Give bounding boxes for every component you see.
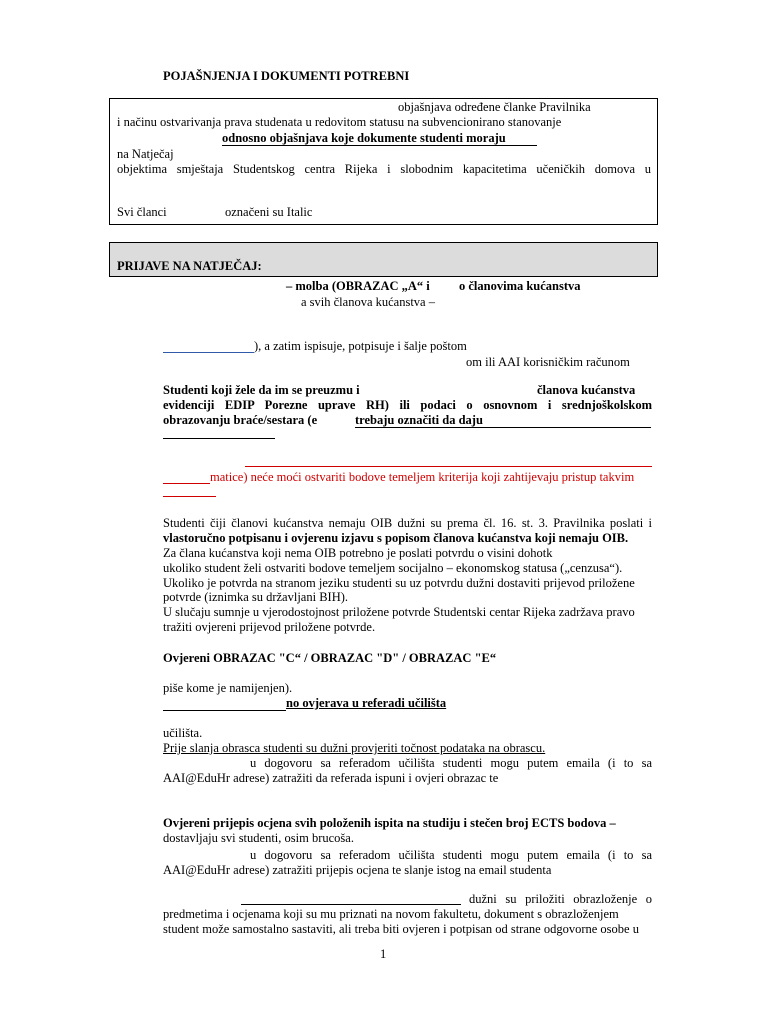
- p3-line-1: matice) neće moći ostvariti bodove temeljem kriterija koji zahtijevaju pristup takvim: [210, 470, 635, 484]
- intro-line-4: na Natječaj: [117, 147, 174, 161]
- p1-line-1b: o članovima kućanstva: [459, 279, 581, 293]
- p5-underline-left: [163, 710, 286, 711]
- p6-line-2: u dogovoru sa referadom učilišta studenti mogu putem emaila (i to sa: [250, 848, 652, 862]
- p3-red-line-left: [163, 483, 210, 484]
- p4-line-7: U slučaju sumnje u vjerodostojnost priložene potvrde Studentski centar Rijeka zadržava pravo: [163, 605, 635, 619]
- p1-line-2: a svih članova kućanstva –: [301, 295, 435, 309]
- p1-line-3: ), a zatim ispisuje, potpisuje i šalje poštom: [254, 339, 467, 353]
- intro-line-6b: označeni su Italic: [225, 205, 313, 219]
- p7-underline: [241, 904, 461, 905]
- p1-line-1a: – molba (OBRAZAC „A“ i: [286, 279, 430, 293]
- p4-line-6: potvrde (iznimka su državljani BIH).: [163, 590, 349, 604]
- p4-line-4: ukoliko student želi ostvariti bodove temeljem socijalno – ekonomskog statusa („cenzusa“).: [163, 561, 623, 575]
- p4-line-1: Studenti čiji članovi kućanstva nemaju OIB dužni su prema čl. 16. st. 3. Pravilnika poslati i: [163, 516, 652, 530]
- p3-red-line-top: [245, 466, 652, 467]
- p6-line-3: AAI@EduHr adrese) zatražiti prijepis ocjena te slanje istog na email studenta: [163, 863, 552, 877]
- p4-line-8: tražiti ovjereni prijevod priložene potvrde.: [163, 620, 376, 634]
- p4-line-3: Za člana kućanstva koji nema OIB potrebno je poslati potvrdu o visini dohotk: [163, 546, 553, 560]
- p7-line-3: student može samostalno sastaviti, ali treba biti ovjeren i potpisan od strane odgovorne osobe u: [163, 922, 639, 936]
- p6-title: Ovjereni prijepis ocjena svih položenih ispita na studiju i stečen broj ECTS bodova –: [163, 816, 616, 830]
- p2-underline-2: [163, 438, 275, 439]
- p1-line-4: om ili AAI korisničkim računom: [466, 355, 630, 369]
- p5-line-6: AAI@EduHr adrese) zatražiti da referada ispuni i ovjeri obrazac te: [163, 771, 499, 785]
- p5-line-2: no ovjerava u referadi učilišta: [286, 696, 447, 710]
- intro-underline: [222, 145, 537, 146]
- intro-line-6a: Svi članci: [117, 205, 167, 219]
- p5-line-3: učilišta.: [163, 726, 203, 740]
- p7-line-2: predmetima i ocjenama koji su mu priznati na novom fakultetu, dokument s obrazloženjem: [163, 907, 619, 921]
- p5-line-1: piše kome je namijenjen).: [163, 681, 293, 695]
- page-heading: POJAŠNJENJA I DOKUMENTI POTREBNI: [163, 69, 410, 83]
- intro-line-5: objektima smještaja Studentskog centra Rijeka i slobodnim kapacitetima učeničkih domova u: [117, 162, 651, 176]
- p5-line-4: Prije slanja obrasca studenti su dužni provjeriti točnost podataka na obrascu.: [163, 741, 546, 755]
- p2-line-1b: članova kućanstva: [537, 383, 636, 397]
- p5-title: Ovjereni OBRAZAC "C“ / OBRAZAC "D" / OBRAZAC "E“: [163, 651, 497, 665]
- p2-line-2: evidenciji EDIP Porezne uprave RH) ili podaci o osnovnom i srednjoškolskom: [163, 398, 652, 412]
- p4-line-2: vlastoručno potpisanu i ovjerenu izjavu s popisom članova kućanstva koji nemaju OIB.: [163, 531, 629, 545]
- page-number: 1: [380, 947, 387, 961]
- p3-red-line-bottom: [163, 496, 216, 497]
- p4-line-5: Ukoliko je potvrda na stranom jeziku studenti su uz potvrdu dužni dostaviti prijevod priložene: [163, 576, 635, 590]
- section-title: PRIJAVE NA NATJEČAJ:: [117, 259, 262, 273]
- p7-line-1: dužni su priložiti obrazloženje o: [469, 892, 652, 906]
- intro-line-1: objašnjava određene članke Pravilnika: [398, 100, 591, 114]
- p5-line-5: u dogovoru sa referadom učilišta studenti mogu putem emaila (i to sa: [250, 756, 652, 770]
- p2-line-1a: Studenti koji žele da im se preuzmu i: [163, 383, 360, 397]
- p2-line-3a: obrazovanju braće/sestara (e: [163, 413, 318, 427]
- intro-line-2: i načinu ostvarivanja prava studenata u redovitom statusu na subvencionirano stanovanje: [117, 115, 562, 129]
- p2-underline-1: [355, 427, 651, 428]
- p1-link-underline: [163, 352, 254, 353]
- p6-line-1: dostavljaju svi studenti, osim brucoša.: [163, 831, 354, 845]
- p2-line-3b: trebaju označiti da daju: [355, 413, 483, 427]
- intro-line-3: odnosno objašnjava koje dokumente studenti moraju: [222, 131, 506, 145]
